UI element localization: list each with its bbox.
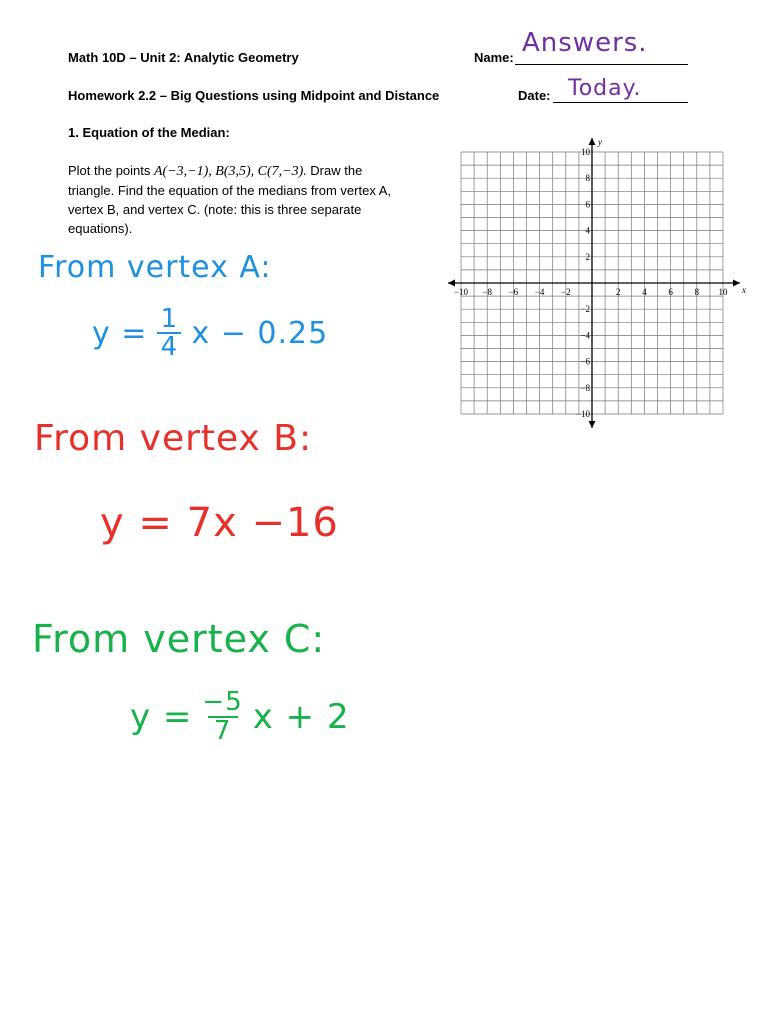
x-tick-label: −8: [482, 287, 492, 297]
coordinate-grid: [440, 130, 750, 450]
y-tick-label: −2: [580, 304, 590, 315]
date-line: [553, 102, 688, 103]
x-axis-arrow-right: [733, 280, 740, 287]
x-tick-label: 6: [668, 287, 673, 297]
x-axis-arrow-left: [448, 280, 455, 287]
answer-c-numerator: −5: [202, 687, 243, 717]
x-tick-label: −6: [508, 287, 519, 297]
answer-a-rest: x − 0.25: [191, 315, 329, 351]
grid-axes: [448, 138, 740, 428]
answer-c-y: y =: [130, 697, 193, 737]
y-axis-label: y: [598, 137, 602, 147]
course-title: Math 10D – Unit 2: Analytic Geometry: [68, 50, 299, 65]
y-tick-label: 6: [585, 199, 590, 210]
x-tick-label: 8: [694, 287, 700, 297]
answer-a-equation: [92, 298, 328, 368]
x-tick-label: −4: [534, 287, 545, 297]
point-c: C(7,−3).: [257, 164, 311, 179]
question-line-1-rest: Draw the: [310, 163, 363, 178]
x-tick-label: −10: [453, 287, 469, 297]
answer-b-equation: y = 7x −16: [100, 500, 339, 546]
answer-c-label: From vertex C:: [32, 617, 326, 661]
y-tick-label: 4: [585, 225, 590, 236]
question-line-1: [68, 161, 438, 181]
x-tick-label: 10: [718, 287, 728, 297]
date-label: Date:: [518, 88, 551, 103]
y-tick-label: −10: [575, 409, 590, 419]
name-value: Answers.: [522, 28, 648, 58]
question-text: [68, 161, 438, 238]
y-axis-arrow-up: [589, 138, 596, 145]
x-tick-label: 4: [642, 287, 647, 297]
y-axis-arrow-down: [589, 421, 596, 428]
point-b: B(3,5),: [215, 164, 258, 179]
name-label: Name:: [474, 50, 514, 65]
y-tick-label: −4: [580, 330, 590, 341]
answer-c-equation: [130, 682, 350, 752]
answer-a-fraction: [157, 306, 181, 360]
x-axis-label: x: [742, 285, 746, 295]
y-tick-label: 8: [585, 173, 590, 184]
point-a: A(−3,−1),: [154, 164, 216, 179]
answer-c-rest: x + 2: [252, 697, 350, 737]
answer-a-y: y =: [92, 315, 148, 351]
y-tick-label: 10: [581, 147, 590, 157]
answer-a-numerator: 1: [160, 304, 179, 334]
question-line-2: triangle. Find the equation of the medians from vertex A,: [68, 183, 392, 198]
y-tick-label: −6: [580, 356, 590, 367]
name-line: [515, 64, 688, 65]
x-tick-label: 2: [615, 287, 621, 297]
answer-c-denominator: 7: [213, 716, 232, 746]
question-intro: Plot the points: [68, 163, 154, 178]
x-tick-label: −2: [561, 287, 571, 297]
answer-a-label: From vertex A:: [38, 250, 272, 285]
question-line-3: vertex B, and vertex C. (note: this is three separate: [68, 202, 362, 217]
date-value: Today.: [568, 76, 642, 101]
question-title: 1. Equation of the Median:: [68, 125, 230, 140]
question-line-4: equations).: [68, 221, 133, 236]
answer-a-denominator: 4: [160, 332, 179, 362]
answer-c-fraction: [202, 689, 242, 745]
homework-title: Homework 2.2 – Big Questions using Midpoint and Distance: [68, 88, 440, 103]
y-tick-label: −8: [580, 382, 590, 393]
grid-labels: [454, 137, 746, 419]
y-tick-label: 2: [585, 251, 590, 262]
answer-b-label: From vertex B:: [34, 418, 313, 459]
